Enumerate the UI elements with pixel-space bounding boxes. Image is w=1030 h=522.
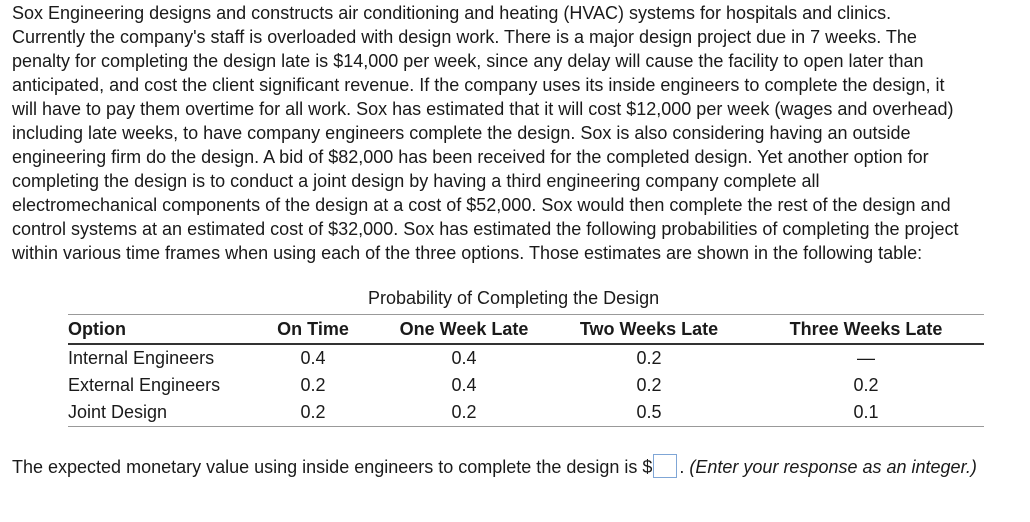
problem-line: within various time frames when using each of the three options. Those estimates are shown in the following table: — [12, 243, 923, 263]
header-one-week-late: One Week Late — [378, 315, 550, 345]
problem-line: completing the design is to conduct a joint design by having a third engineering company complete all — [12, 171, 820, 191]
table-cell: 0.2 — [636, 375, 662, 395]
header-three-weeks-late: Three Weeks Late — [748, 315, 984, 345]
answer-prompt — [12, 453, 1022, 481]
table-cell: 0.2 — [378, 399, 550, 427]
table-cell: 0.5 — [550, 399, 748, 427]
table-cell: 0.2 — [248, 399, 378, 427]
problem-line: engineering firm do the design. A bid of $82,000 has been received for the completed design. Yet another option for — [12, 147, 929, 167]
answer-after-text: . — [679, 457, 690, 477]
problem-line: electromechanical components of the design at a cost of $52,000. Sox would then complete the rest of the design and — [12, 195, 951, 215]
table-cell: 0.2 — [636, 348, 662, 368]
header-two-weeks-late: Two Weeks Late — [550, 315, 748, 345]
table-row — [68, 344, 984, 372]
problem-line: Sox Engineering designs and constructs air conditioning and heating (HVAC) systems for hospitals and clinics. — [12, 3, 892, 23]
table-cell: 0.2 — [300, 375, 326, 395]
table-row — [68, 399, 984, 427]
answer-note: (Enter your response as an integer.) — [689, 457, 977, 477]
problem-statement — [12, 1, 1030, 265]
table-cell: 0.4 — [451, 348, 477, 368]
answer-input[interactable] — [653, 454, 677, 478]
table-cell: 0.1 — [748, 399, 984, 427]
table-cell: 0.4 — [300, 348, 326, 368]
table-cell: 0.4 — [451, 375, 477, 395]
table-cell-option: External Engineers — [68, 375, 221, 395]
table-cell: — — [857, 348, 875, 368]
answer-prompt-text: The expected monetary value using inside engineers to complete the design is $ — [12, 457, 653, 477]
problem-line: penalty for completing the design late is $14,000 per week, since any delay will cause the facility to open later than — [12, 51, 924, 71]
table-caption: Probability of Completing the Design — [368, 288, 660, 308]
header-option: Option — [68, 315, 248, 345]
table-cell-option: Internal Engineers — [68, 348, 215, 368]
table-header-row — [68, 315, 984, 345]
table-row — [68, 372, 984, 399]
problem-line: control systems at an estimated cost of $32,000. Sox has estimated the following probabilities of completing the project — [12, 219, 959, 239]
header-on-time: On Time — [248, 315, 378, 345]
problem-line: will have to pay them overtime for all work. Sox has estimated that it will cost $12,000 per week (wages and overhead) — [12, 99, 954, 119]
table-cell: 0.2 — [853, 375, 879, 395]
probability-table — [68, 314, 984, 427]
problem-line: anticipated, and cost the client significant revenue. If the company uses its inside engineers to complete the design, it — [12, 75, 945, 95]
table-cell-option: Joint Design — [68, 399, 248, 427]
problem-line: Currently the company's staff is overloaded with design work. There is a major design project due in 7 weeks. The — [12, 27, 917, 47]
problem-line: including late weeks, to have company engineers complete the design. Sox is also considering having an outside — [12, 123, 911, 143]
